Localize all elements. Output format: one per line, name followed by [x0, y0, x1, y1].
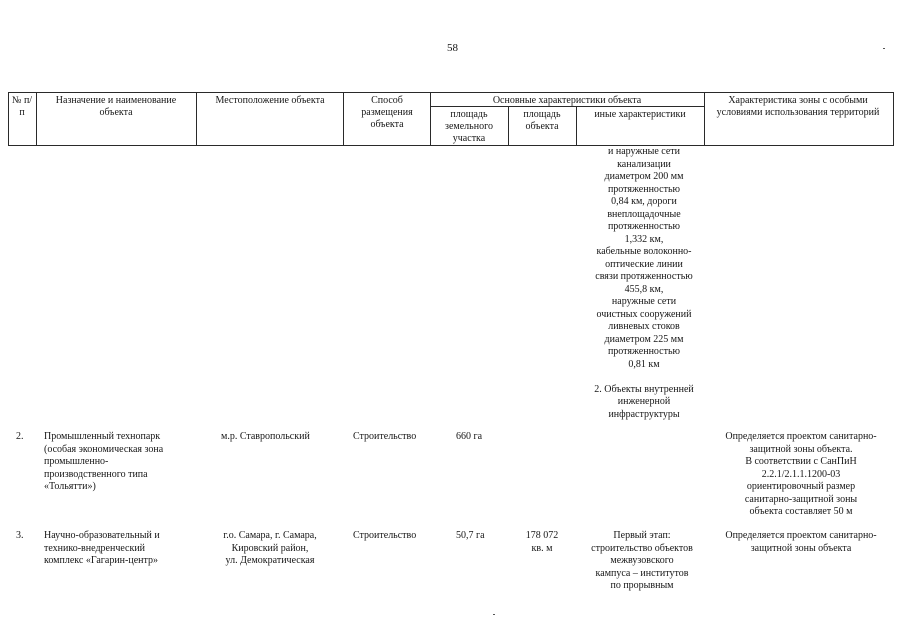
col-border-3 [196, 92, 197, 146]
text-line: Определяется проектом санитарно- [725, 431, 877, 442]
cont-line: протяженностью [607, 346, 681, 357]
cont-line: 0,84 км, дороги [611, 196, 677, 207]
cont-line: очистных сооружений [596, 308, 692, 320]
header-other-chars: иные характеристики [594, 109, 686, 120]
text-line: строительство объектов [591, 542, 693, 554]
cont-line: 1,332 км, [624, 233, 664, 245]
text-line: защитной зоны объекта. [749, 443, 853, 455]
text-line: межвузовского [610, 555, 674, 566]
col-border-1 [8, 92, 9, 146]
text-line: комплекс «Гагарин-центр» [44, 555, 158, 566]
continuation-text [582, 146, 706, 421]
text-line: м.р. Ставропольский [221, 431, 310, 442]
col-border-5 [430, 92, 431, 146]
cont-line: канализации [617, 158, 671, 170]
header-bottom-border [8, 145, 894, 146]
row3-zone [710, 530, 892, 555]
cont-line: инженерной [617, 396, 671, 407]
text-line: защитной зоны объекта [750, 542, 852, 554]
col-border-6 [508, 106, 509, 146]
header-location: Местоположение объекта [215, 95, 325, 106]
row3-method: Строительство [353, 530, 417, 541]
col-border-2 [36, 92, 37, 146]
scan-speck [883, 48, 885, 49]
cont-line: 2. Объекты внутренней [594, 383, 694, 395]
row2-zone [710, 431, 892, 519]
text-line: В соответствии с СанПиН [745, 456, 857, 467]
col-border-4 [343, 92, 344, 146]
row2-land-area: 660 га [456, 431, 483, 442]
text-line: кампуса – институтов [595, 567, 689, 579]
text-line: производственного типа [44, 468, 148, 480]
cont-line: ливневых стоков [608, 321, 680, 332]
row3-location [206, 530, 334, 568]
text-line: промышленно- [44, 456, 109, 467]
text-line: по прорывным [610, 580, 674, 591]
table-top-border [8, 92, 894, 93]
col-border-7 [576, 106, 577, 146]
row3-name [44, 530, 194, 568]
text-line: технико-внедренческий [44, 542, 146, 554]
text-line: 178 072 [525, 530, 559, 541]
header-main-chars: Основные характеристики объекта [492, 95, 642, 106]
header-land-area: площадь земельного участка [445, 109, 493, 144]
cont-line: оптические линии [605, 258, 683, 270]
text-line: Промышленный технопарк [44, 431, 161, 442]
scan-speck [493, 614, 495, 615]
text-line: «Тольятти») [44, 481, 96, 492]
row2-method: Строительство [353, 431, 417, 442]
header-purpose: Назначение и наименование объекта [55, 95, 177, 118]
row2-num: 2. [16, 431, 24, 442]
cont-line: и наружные сети [607, 146, 681, 157]
row2-location [221, 431, 341, 444]
col-border-9 [893, 92, 894, 146]
header-zone-chars: Характеристика зоны с особыми условиями использования территорий [716, 95, 880, 118]
cont-line: 455,8 км, [624, 283, 664, 295]
row3-other [580, 530, 704, 593]
text-line: ориентировочный размер [746, 481, 856, 492]
text-line: г.о. Самара, г. Самара, [223, 530, 317, 541]
text-line: 2.2.1/2.1.1.1200-03 [761, 468, 841, 480]
text-line: ул. Демократическая [225, 555, 315, 566]
text-line: санитарно-защитной зоны [744, 493, 858, 505]
header-num: № п/п [11, 95, 33, 118]
text-line: Научно-образовательный и [44, 530, 160, 541]
cont-line: наружные сети [611, 296, 677, 307]
cont-line: протяженностью [607, 221, 681, 232]
cont-line: протяженностью [607, 183, 681, 195]
cont-line: кабельные волоконно- [596, 246, 692, 257]
text-line: Определяется проектом санитарно- [725, 530, 877, 541]
row3-land-area: 50,7 га [456, 530, 485, 541]
cont-line: связи протяженностью [595, 271, 693, 282]
text-line: (особая экономическая зона [44, 443, 164, 455]
cont-line: инфраструктуры [608, 408, 680, 420]
cont-line: диаметром 225 мм [604, 333, 684, 345]
cont-line: диаметром 200 мм [604, 171, 684, 182]
cont-line: внеплощадочные [607, 208, 681, 220]
page-number: 58 [447, 42, 458, 54]
text-line: кв. м [531, 542, 553, 554]
cont-line: 0,81 км [628, 358, 660, 370]
header-object-area: площадь объекта [523, 109, 561, 132]
row3-num: 3. [16, 530, 24, 541]
row2-name [44, 431, 194, 494]
row3-object-area [510, 530, 574, 555]
text-line: объекта составляет 50 м [749, 506, 853, 517]
text-line: Первый этап: [613, 530, 671, 541]
col-border-8 [704, 92, 705, 146]
header-method: Способ размещения объекта [361, 95, 413, 130]
text-line: Кировский район, [231, 542, 309, 554]
